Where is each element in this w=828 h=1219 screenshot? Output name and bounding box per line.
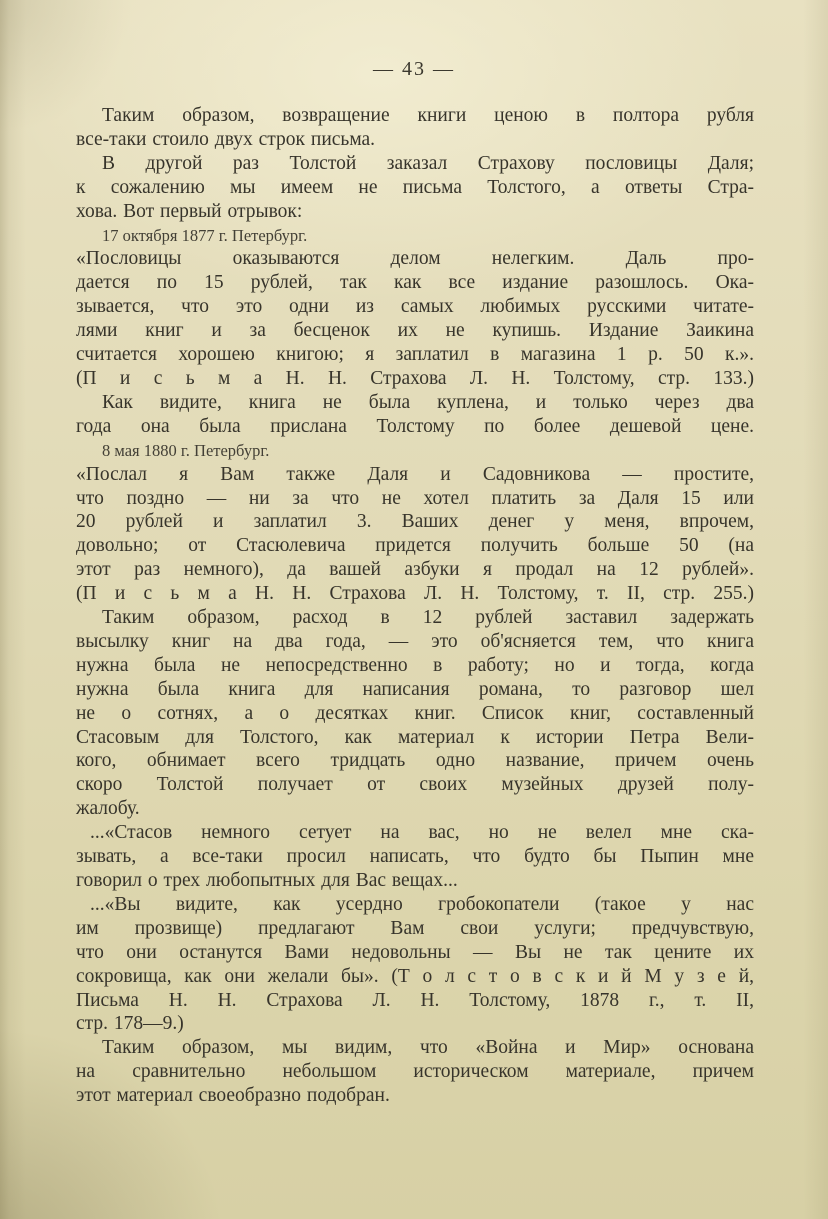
text-line: Как видите, книга не была куплена, и только через два [102, 391, 754, 413]
text-line: к сожалению мы имеем не письма Толстого, а ответы Стра- [76, 176, 754, 198]
text-line: говорил о трех любопытных для Вас вещах... [76, 870, 458, 891]
text-line: Таким образом, возвращение книги ценою в полтора рубля [102, 105, 754, 126]
text-line: высылку книг на два года, — это об'ясняется тем, что книга [76, 630, 754, 652]
text-block [76, 104, 754, 1108]
quotation-paragraph [76, 893, 754, 1036]
text-line: лями книг и за бесценок их не купишь. Издание Заикина [76, 320, 754, 342]
text-line: довольно; от Стасюлевича придется получить больше 50 (на [76, 535, 754, 557]
text-line: жалобу. [76, 798, 140, 820]
letter-dateline [76, 439, 754, 463]
text-line: этот материал своеобразно подобран. [76, 1085, 390, 1107]
citation-line: стр. 178—9.) [76, 1013, 184, 1035]
text-line: года она была прислана Толстому по более дешевой цене. [76, 415, 754, 437]
citation-line: Письма Н. Н. Страхова Л. Н. Толстому, 1878 г., т. II, [76, 989, 754, 1011]
paragraph [76, 152, 754, 224]
text-line: 17 октября 1877 г. Петербург. [102, 225, 308, 245]
text-line: считается хорошею книгою; я заплатил в магазина 1 р. 50 к.». [76, 344, 754, 366]
text-line: ...«Вы видите, как усердно гробокопатели (такое у нас [90, 893, 754, 915]
text-line: сокровища, как они желали бы». (Т о л с т о в с к и й М у з е й, [76, 965, 754, 987]
page-number: — 43 — [373, 58, 455, 80]
quotation-paragraph [76, 463, 754, 606]
text-line: скоро Толстой получает от своих музейных друзей полу- [76, 774, 754, 796]
text-line: этот раз немного), да вашей азбуки я продал на 12 рублей». [76, 559, 754, 581]
text-line: нужна была книга для написания романа, то разговор шел [76, 678, 754, 700]
text-line: не о сотнях, а о десятках книг. Список книг, составленный [76, 702, 754, 724]
text-line: хова. Вот первый отрывок: [76, 200, 303, 222]
paragraph [76, 104, 754, 152]
text-line: ...«Стасов немного сетует на вас, но не велел мне ска- [90, 822, 754, 844]
text-line: «Пословицы оказываются делом нелегким. Даль про- [76, 248, 754, 270]
text-line: дается по 15 рублей, так как все издание разошлось. Ока- [76, 272, 754, 294]
text-line: «Послал я Вам также Даля и Садовникова — простите, [76, 463, 754, 485]
text-line: 20 рублей и заплатил 3. Ваших денег у меня, впрочем, [76, 511, 754, 533]
text-line: нужна была не непосредственно в работу; но и тогда, когда [76, 654, 754, 676]
paragraph [76, 606, 754, 821]
text-line: им прозвище) предлагают Вам свои услуги; предчувствую, [76, 917, 754, 939]
quotation-paragraph [76, 821, 754, 893]
letter-dateline [76, 224, 754, 248]
citation-line: (П и с ь м а Н. Н. Страхова Л. Н. Толстому, стр. 133.) [76, 367, 754, 389]
text-line: В другой раз Толстой заказал Страхову пословицы Даля; [102, 152, 754, 174]
text-line: зывается, что это одни из самых любимых русскими читате- [76, 296, 754, 318]
text-line: что они останутся Вами недовольны — Вы не так цените их [76, 941, 754, 963]
text-line: 8 мая 1880 г. Петербург. [102, 440, 270, 460]
text-line: на сравнительно небольшом историческом материале, причем [76, 1061, 754, 1083]
paragraph [76, 391, 754, 439]
text-line: Таким образом, мы видим, что «Война и Мир» основана [102, 1037, 754, 1059]
quotation-paragraph [76, 247, 754, 390]
text-line: Стасовым для Толстого, как материал к истории Петра Вели- [76, 726, 754, 748]
text-line: что поздно — ни за что не хотел платить за Даля 15 или [76, 487, 754, 509]
text-line: Таким образом, расход в 12 рублей заставил задержать [102, 607, 754, 629]
citation-line: (П и с ь м а Н. Н. Страхова Л. Н. Толстому, т. II, стр. 255.) [76, 583, 754, 605]
text-line: кого, обнимает всего тридцать одно название, причем очень [76, 750, 754, 772]
text-line: зывать, а все-таки просил написать, что будто бы Пыпин мне [76, 846, 754, 868]
text-line: все-таки стоило двух строк письма. [76, 128, 376, 150]
paragraph [76, 1036, 754, 1108]
